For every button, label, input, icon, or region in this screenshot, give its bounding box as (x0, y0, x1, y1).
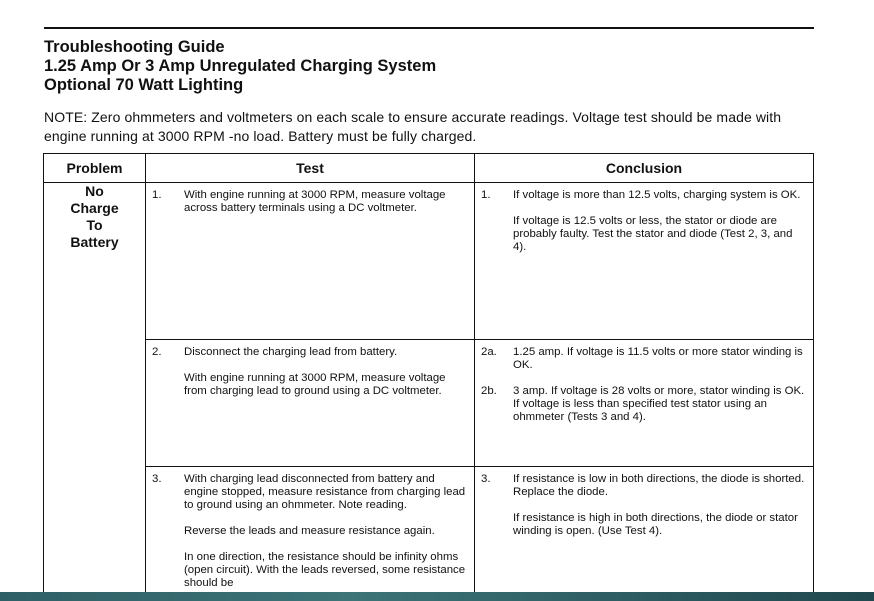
problem-line: Battery (70, 234, 119, 250)
conclusion-number: 2a. (481, 346, 497, 358)
problem-line: No (85, 183, 104, 199)
test-text: With charging lead disconnected from battery and engine stopped, measure resistance from charging lead to ground using an ohmmeter. Note reading. (184, 473, 466, 511)
conclusion-text: 3 amp. If voltage is 28 volts or more, stator winding is OK. If voltage is less than specified test stator using an ohmmeter (Tests 3 and 4). (513, 385, 805, 423)
page-title (44, 38, 436, 95)
problem-cell (44, 183, 146, 593)
test-text: Reverse the leads and measure resistance again. (184, 525, 435, 537)
test-number: 2. (152, 346, 162, 358)
title-line-1: Troubleshooting Guide (44, 38, 225, 56)
test-cell (146, 340, 475, 467)
test-cell (146, 183, 475, 340)
test-text: In one direction, the resistance should be infinity ohms (open circuit). With the leads reversed, some resistance should be (184, 551, 466, 589)
conclusion-text: If voltage is more than 12.5 volts, charging system is OK. (513, 189, 801, 201)
title-line-3: Optional 70 Watt Lighting (44, 76, 244, 94)
header-conclusion: Conclusion (475, 154, 814, 183)
problem-line: Charge (70, 200, 119, 216)
conclusion-text: If resistance is low in both directions, the diode is shorted. Replace the diode. (513, 473, 805, 498)
conclusion-cell (475, 467, 814, 593)
test-text: With engine running at 3000 RPM, measure voltage across battery terminals using a DC voltmeter. (184, 189, 446, 214)
test-cell (146, 467, 475, 593)
conclusion-number: 1. (481, 189, 491, 201)
top-rule (44, 27, 814, 29)
test-number: 3. (152, 473, 162, 485)
conclusion-cell (475, 340, 814, 467)
table-row (44, 467, 814, 593)
table-header-row (44, 154, 814, 183)
test-text: Disconnect the charging lead from battery. (184, 346, 398, 358)
test-text: With engine running at 3000 RPM, measure voltage from charging lead to ground using a DC voltmeter. (184, 372, 446, 397)
table-row (44, 183, 814, 340)
test-number: 1. (152, 189, 162, 201)
bottom-edge-bar (0, 592, 874, 601)
conclusion-text: If resistance is high in both directions, the diode or stator winding is open. (Use Test 4). (513, 512, 798, 537)
troubleshooting-table (43, 153, 814, 592)
conclusion-text: 1.25 amp. If voltage is 11.5 volts or more stator winding is OK. (513, 346, 803, 371)
conclusion-number: 2b. (481, 385, 497, 397)
title-line-2: 1.25 Amp Or 3 Amp Unregulated Charging System (44, 57, 437, 75)
table-row (44, 340, 814, 467)
header-problem: Problem (44, 154, 146, 183)
conclusion-text: If voltage is 12.5 volts or less, the stator or diode are probably faulty. Test the stator and diode (Test 2, 3, and 4). (513, 215, 793, 253)
note-text: NOTE: Zero ohmmeters and voltmeters on each scale to ensure accurate readings. Voltage test should be made with engine running at 3000 RPM -no load. Battery must be fully charged. (44, 109, 782, 144)
conclusion-cell (475, 183, 814, 340)
header-test: Test (146, 154, 475, 183)
conclusion-number: 3. (481, 473, 491, 485)
problem-line: To (86, 217, 103, 233)
